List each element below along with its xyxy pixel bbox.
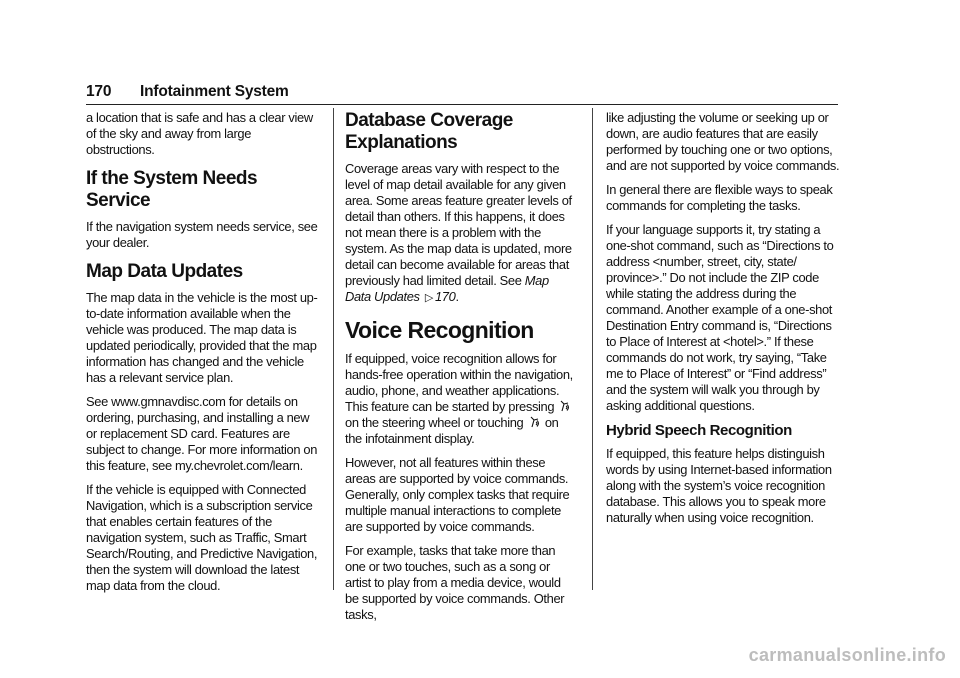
column-left — [86, 110, 322, 602]
heading-database-coverage: Database Coverage Explanations — [345, 110, 513, 153]
heading-system-needs-service: If the System Needs Service — [86, 168, 258, 211]
paragraph — [345, 351, 577, 447]
paragraph: a location that is safe and has a clear view of the sky and away from large obstructions. — [86, 110, 313, 157]
paragraph: If the navigation system needs service, see your dealer. — [86, 219, 318, 250]
voice-text: on the infotainment display. — [345, 415, 559, 446]
heading-voice-recognition: Voice Recognition — [345, 317, 534, 343]
column-divider — [592, 108, 593, 590]
voice-icon — [559, 400, 570, 412]
voice-text: on the steering wheel or touching — [345, 415, 524, 430]
paragraph: If the vehicle is equipped with Connected Navigation, which is a subscription service that enables certain features of the navigation system, such as Traffic, Smart Search/Routing, and Predictive Navigation, then the system will download the latest map data from the cloud. — [86, 482, 318, 593]
heading-map-data-updates: Map Data Updates — [86, 261, 243, 282]
paragraph: If equipped, this feature helps distinguish words by using Internet-based information along with the system’s voice recognition database. This allows you to speak more naturally when using voice recognition. — [606, 446, 832, 525]
reference-arrow-icon: ▷ — [424, 292, 433, 304]
header-rule — [86, 104, 838, 105]
column-middle — [345, 110, 577, 631]
paragraph: If your language supports it, try stating a one-shot command, such as “Directions to address <number, street, city, state/ province>.” Do not include the ZIP code while stating the address during the command. Another example of a one-shot Destination Entry command is, “Directions to Place of Interest at <hotel>.” If these commands do not work, try saying, “Take me to Place of Interest” or “Find address” and the system will walk you through by asking additional questions. — [606, 222, 834, 413]
coverage-text: Coverage areas vary with respect to the level of map detail available for any given area. Some areas feature greater levels of detail than others. If this happens, it does not mean there is a problem with the system. As the map data is updated, more detail can become available for areas that previously had limited detail. See — [345, 161, 572, 288]
column-right — [606, 110, 842, 534]
voice-icon — [529, 416, 540, 428]
paragraph: Coverage areas vary with respect to the level of map detail available for any given area. Some areas feature greater levels of detail than others. If this happens, it does not mean there is a problem with the system. As the map data is updated, more detail can become available for areas that previously had limited detail. See Map Data Updates ▷ 170. — [345, 161, 572, 304]
page-header — [86, 83, 838, 103]
column-divider — [333, 108, 334, 590]
paragraph: like adjusting the volume or seeking up or down, are audio features that are easily performed by touching one or two options, and are not supported by voice commands. — [606, 110, 840, 173]
heading-hybrid-speech: Hybrid Speech Recognition — [606, 422, 792, 439]
voice-text: If equipped, voice recognition allows for hands-free operation within the navigation, audio, phone, and weather applications. This feature can be started by pressing — [345, 351, 573, 414]
paragraph: See www.gmnavdisc.com for details on ordering, purchasing, and installing a new or replacement SD card. Features are subject to change. For more information on this feature, see my.chevrolet.com/learn. — [86, 394, 318, 473]
paragraph: The map data in the vehicle is the most up-to-date information available when the vehicle was produced. The map data is updated periodically, provided that the map information has changed and the vehicle has a relevant service plan. — [86, 290, 318, 385]
cross-reference-page[interactable]: 170 — [434, 289, 456, 304]
watermark: carmanualsonline.info — [748, 645, 946, 665]
paragraph: In general there are flexible ways to speak commands for completing the tasks. — [606, 182, 833, 213]
page-number: 170 — [86, 83, 112, 100]
section-title: Infotainment System — [140, 83, 289, 100]
paragraph: However, not all features within these areas are supported by voice commands. Generally, only complex tasks that require multiple manual interactions to complete are supported by voice commands. — [345, 455, 570, 534]
paragraph: For example, tasks that take more than one or two touches, such as a song or artist to play from a media device, would be supported by voice commands. Other tasks, — [345, 543, 565, 622]
cross-reference-link[interactable]: Map Data Updates — [345, 273, 549, 304]
